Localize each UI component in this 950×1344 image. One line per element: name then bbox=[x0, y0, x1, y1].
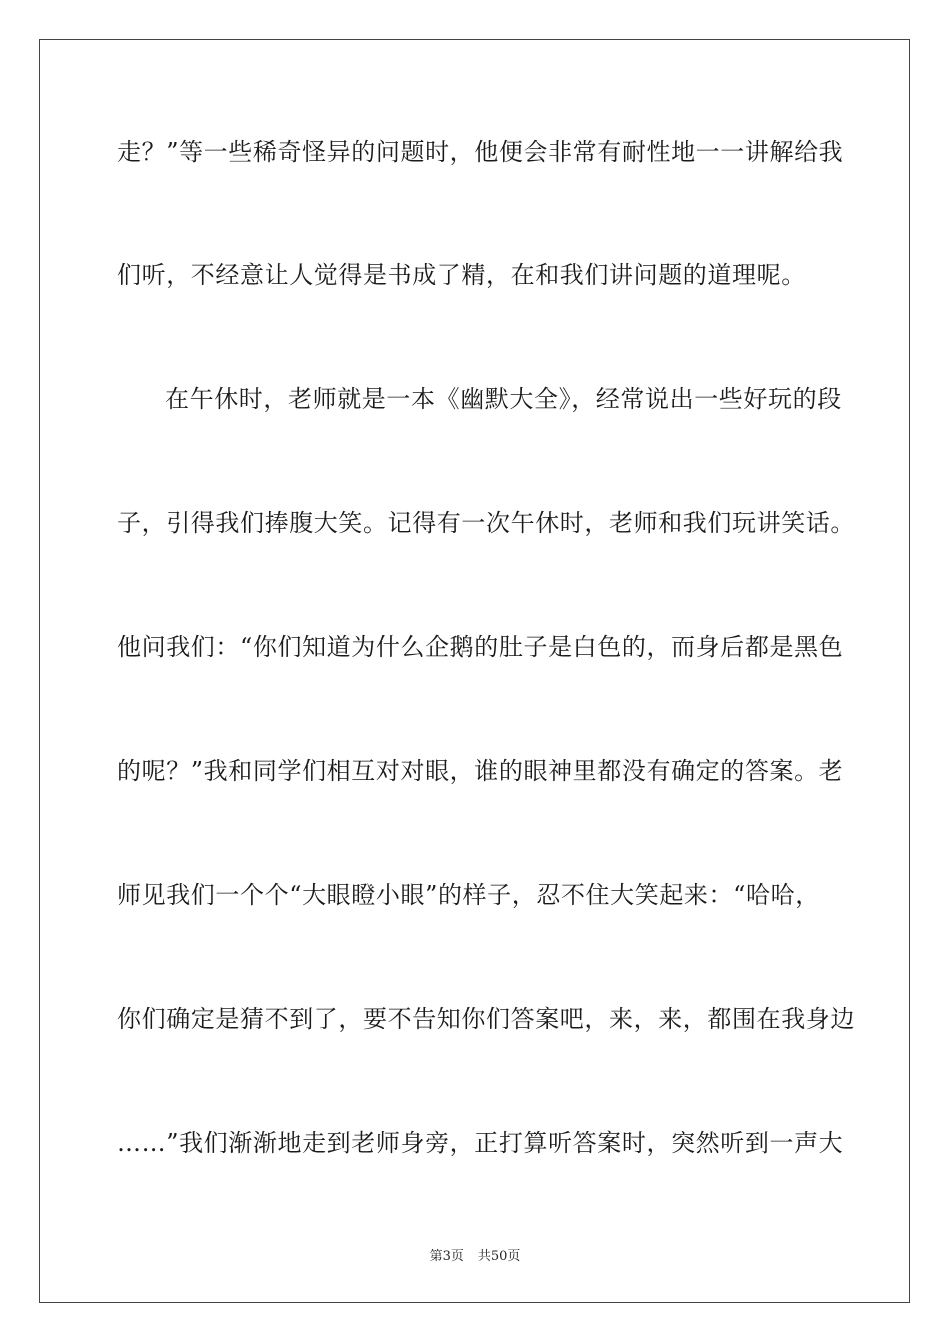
text-line-9: ……”我们渐渐地走到老师身旁，正打算听答案时，突然听到一声大 bbox=[117, 1129, 844, 1157]
paragraph-start-line: 在午休时，老师就是一本《幽默大全》，经常说出一些好玩的段 bbox=[165, 385, 842, 413]
text-line-7: 师见我们一个个“大眼瞪小眼”的样子，忍不住大笑起来：“哈哈， bbox=[117, 881, 820, 909]
text-line-2: 们听，不经意让人觉得是书成了精，在和我们讲问题的道理呢。 bbox=[117, 261, 806, 289]
text-line-1: 走？”等一些稀奇怪异的问题时，他便会非常有耐性地一一讲解给我 bbox=[117, 138, 844, 166]
page-number: 第3页 bbox=[429, 1249, 464, 1264]
page-footer bbox=[0, 1249, 950, 1265]
text-line-5: 他问我们：“你们知道为什么企鹅的肚子是白色的，而身后都是黑色 bbox=[117, 633, 844, 661]
total-pages: 共50页 bbox=[477, 1249, 521, 1264]
text-line-6: 的呢？”我和同学们相互对对眼，谁的眼神里都没有确定的答案。老 bbox=[117, 757, 844, 785]
text-line-4: 子，引得我们捧腹大笑。记得有一次午休时，老师和我们玩讲笑话。 bbox=[117, 509, 855, 537]
page-border bbox=[39, 39, 910, 1303]
text-line-8: 你们确定是猜不到了，要不告知你们答案吧，来，来，都围在我身边 bbox=[117, 1005, 855, 1033]
